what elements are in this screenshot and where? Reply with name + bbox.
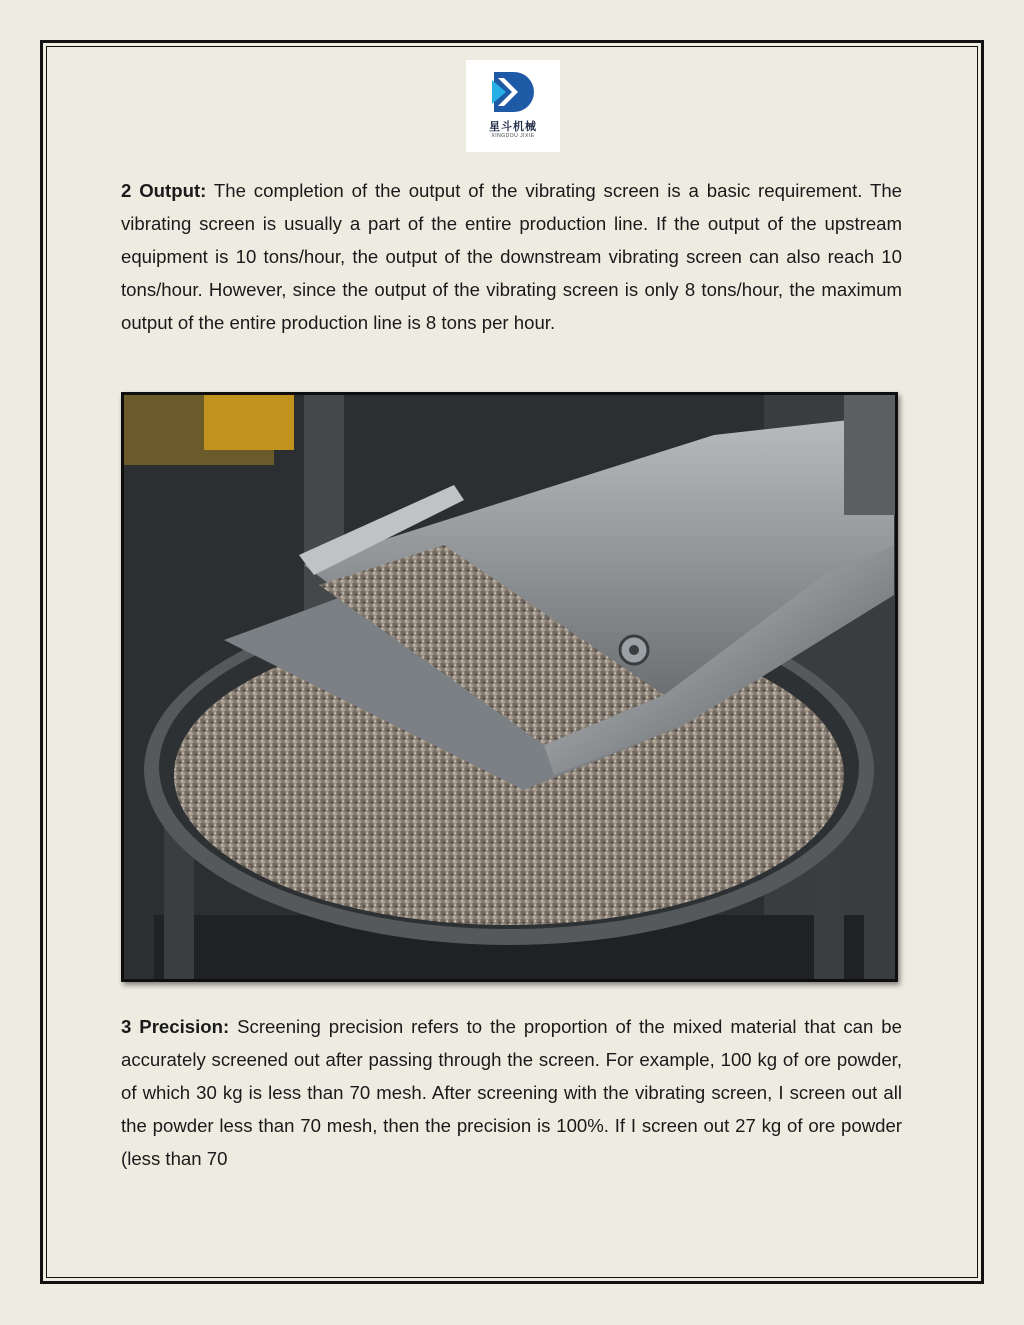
paragraph-output-heading: 2 Output:	[121, 180, 207, 201]
logo-english-name: XINGDOU JIXIE	[491, 133, 535, 139]
vibrating-screen-illustration	[124, 395, 895, 979]
logo-mark-icon	[490, 68, 536, 116]
vibrating-screen-photo	[121, 392, 898, 982]
paragraph-precision	[121, 1010, 902, 1175]
paragraph-precision-heading: 3 Precision:	[121, 1016, 230, 1037]
company-logo	[466, 60, 560, 152]
paragraph-output-text: The completion of the output of the vibrating screen is a basic requirement. The vibrating screen is usually a part of the entire production line. If the output of the upstream equipment is 10 tons/hour, the output of the downstream vibrating screen can also reach 10 tons/hour. However, since the output of the vibrating screen is only 8 tons/hour, the maximum output of the entire production line is 8 tons per hour.	[121, 180, 903, 333]
paragraph-output	[121, 174, 902, 339]
logo-chinese-name: 星斗机械	[489, 120, 537, 133]
paragraph-precision-text: Screening precision refers to the proportion of the mixed material that can be accurately screened out after passing through the screen. For example, 100 kg of ore powder, of which 30 kg is less than 70 mesh. After screening with the vibrating screen, I screen out all the powder less than 70 mesh, then the precision is 100%. If I screen out 27 kg of ore powder (less than 70	[121, 1016, 902, 1169]
